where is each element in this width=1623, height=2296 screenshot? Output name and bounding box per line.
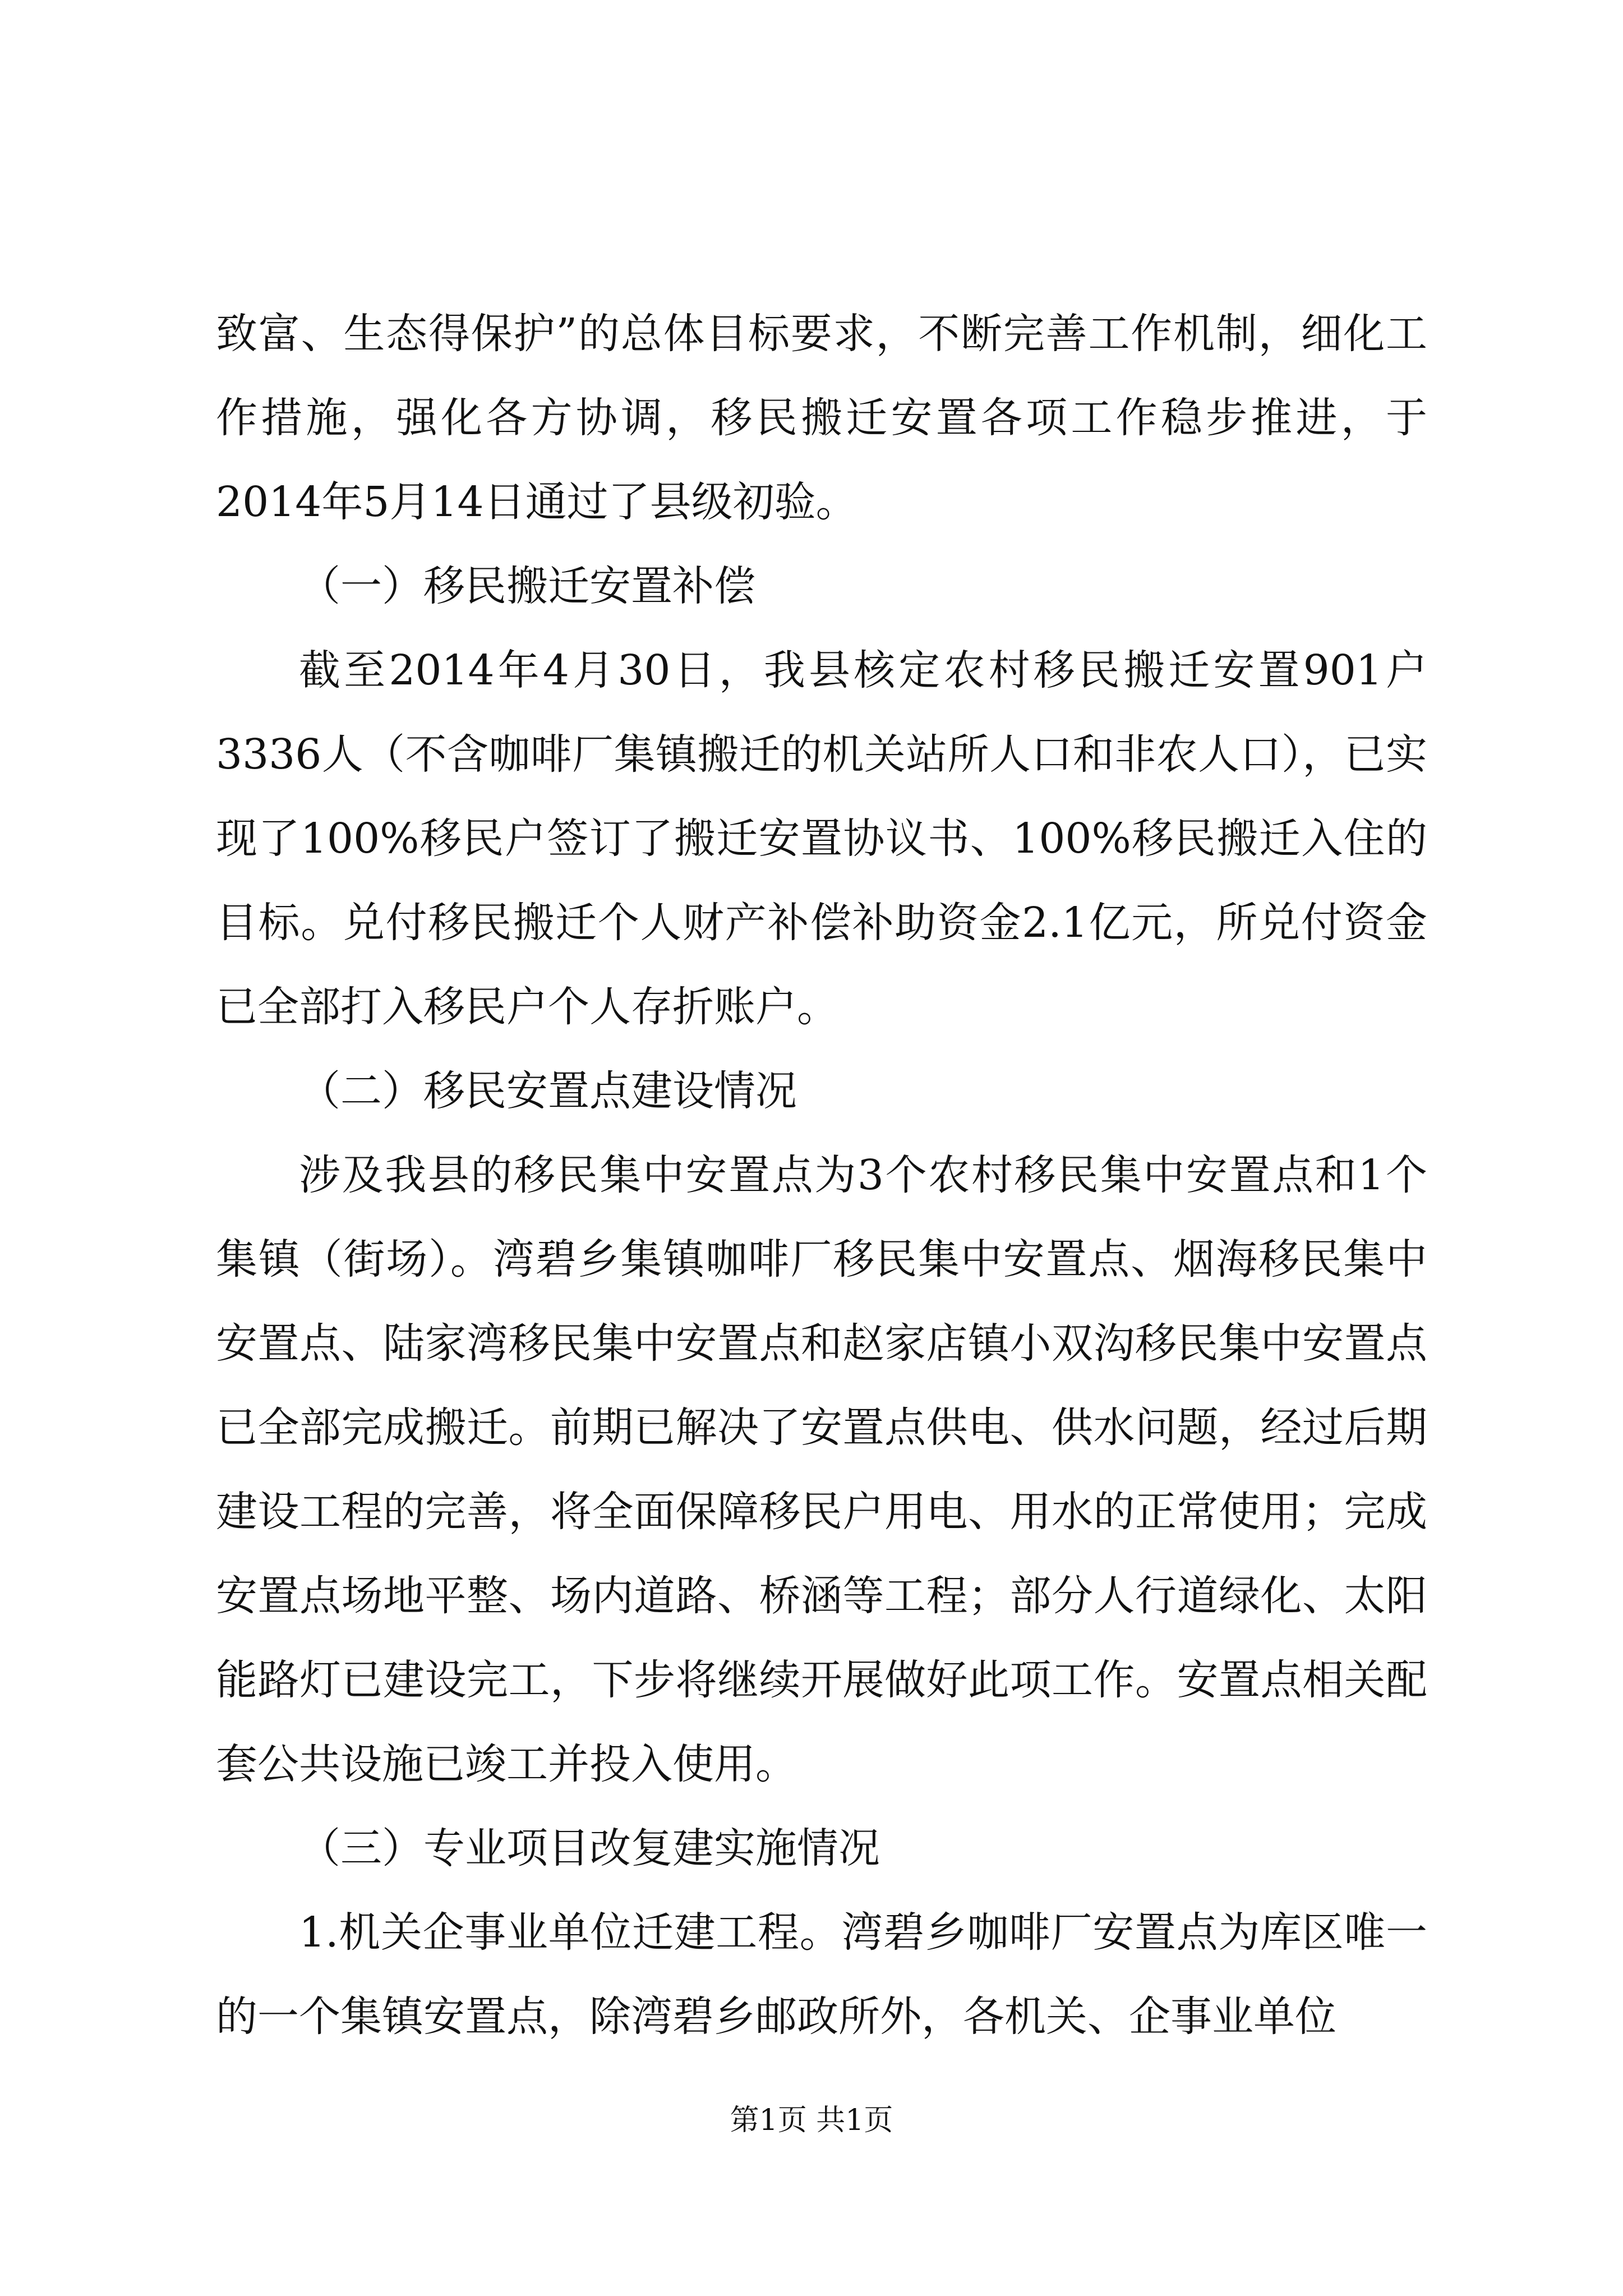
paragraph-intro: 致富、生态得保护”的总体目标要求，不断完善工作机制，细化工作措施，强化各方协调，移民搬迁安置各项工作稳步推进，于2014年5月14日通过了县级初验。 [216,310,1427,526]
section-heading-3: （三）专业项目改复建实施情况 [299,1824,880,1872]
paragraph-resettlement-sites: 涉及我县的移民集中安置点为3个农村移民集中安置点和1个集镇（街场）。湾碧乡集镇咖啡厂移民集中安置点、烟海移民集中安置点、陆家湾移民集中安置点和赵家店镇小双沟移民集中安置点已全部完成搬迁。前期已解决了安置点供电、供水问题，经过后期建设工程的完善，将全面保障移民户用电、用水的正常使用；完成安置点场地平整、场内道路、桥涵等工程；部分人行道绿化、太阳能路灯已建设完工，下步将继续开展做好此项工作。安置点相关配套公共设施已竣工并投入使用。 [216,1151,1427,1788]
page-footer [0,2098,1623,2143]
section-heading-1: （一）移民搬迁安置补偿 [299,562,755,610]
section-heading-2: （二）移民安置点建设情况 [299,1067,797,1115]
paragraph-relocation-projects: 1.机关企事业单位迁建工程。湾碧乡咖啡厂安置点为库区唯一的一个集镇安置点，除湾碧乡邮政所外，各机关、企事业单位 [216,1908,1427,2041]
page-number-label: 第1页 共1页 [730,2104,893,2137]
paragraph-compensation: 截至2014年4月30日，我县核定农村移民搬迁安置901户3336人（不含咖啡厂集镇搬迁的机关站所人口和非农人口），已实现了100%移民户签订了搬迁安置协议书、100%移民搬迁入住的目标。兑付移民搬迁个人财产补偿补助资金2.1亿元，所兑付资金已全部打入移民户个人存折账户。 [216,646,1427,1031]
document-body [216,292,1427,2059]
